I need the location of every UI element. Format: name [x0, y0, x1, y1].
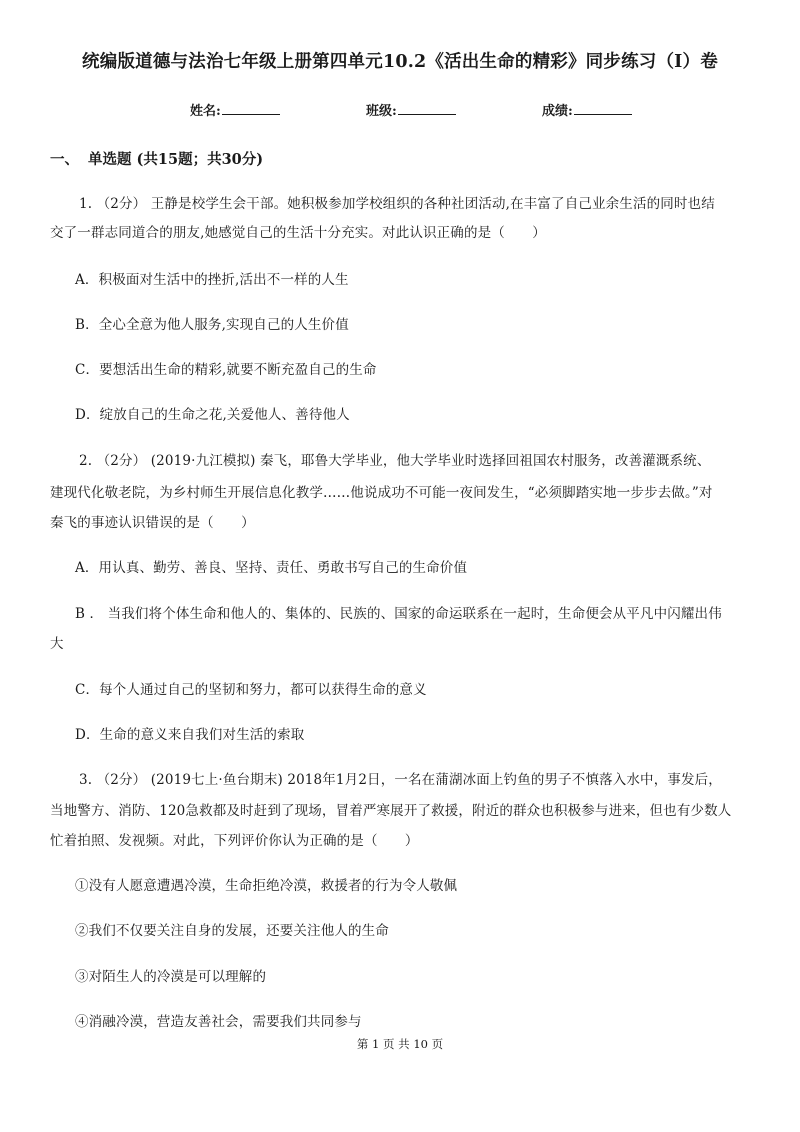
page-footer: 第 1 页 共 10 页	[356, 1037, 444, 1051]
class-field[interactable]	[366, 100, 456, 119]
question-3-statement-4: ④消融冷漠，营造友善社会，需要我们共同参与	[75, 1014, 362, 1030]
question-2-option-b-continued: 大	[50, 636, 64, 652]
question-1-option-a[interactable]: A．积极面对生活中的挫折,活出不一样的人生	[75, 272, 349, 288]
section-heading	[50, 148, 263, 169]
question-1-stem-line-1: 1. （2分） 王静是校学生会干部。她积极参加学校组织的各种社团活动,在丰富了自己业余生活的同时也结	[79, 196, 715, 212]
page-title: 统编版道德与法治七年级上册第四单元10.2《活出生命的精彩》同步练习（I）卷	[82, 52, 718, 72]
question-2-stem-line-3: 秦飞的事迹认识错误的是（ ）	[50, 515, 255, 531]
score-blank[interactable]	[574, 101, 632, 115]
score-field[interactable]	[542, 100, 632, 119]
name-label: 姓名:	[190, 104, 221, 119]
name-blank[interactable]	[222, 101, 280, 115]
question-3-statement-3: ③对陌生人的冷漠是可以理解的	[75, 969, 267, 985]
question-1-option-d[interactable]: D．绽放自己的生命之花,关爱他人、善待他人	[75, 407, 350, 423]
section-title: 单选题 (共15题；共30分)	[88, 151, 264, 168]
question-2-option-c[interactable]: C．每个人通过自己的坚韧和努力，都可以获得生命的意义	[75, 682, 427, 698]
class-blank[interactable]	[398, 101, 456, 115]
question-2-option-b[interactable]: B ． 当我们将个体生命和他人的、集体的、民族的、国家的命运联系在一起时，生命便会从平凡中闪耀出伟	[75, 606, 722, 622]
class-label: 班级:	[366, 104, 397, 119]
question-1-option-c[interactable]: C．要想活出生命的精彩,就要不断充盈自己的生命	[75, 362, 377, 378]
question-2-stem-line-2: 建现代化敬老院，为乡村师生开展信息化教学……他说成功不可能一夜间发生，“必须脚踏实地一步步去做。”对	[50, 485, 713, 501]
question-3-statement-2: ②我们不仅要关注自身的发展，还要关注他人的生命	[75, 923, 389, 939]
section-number: 一、	[50, 151, 79, 168]
score-label: 成绩:	[542, 104, 573, 119]
question-3-statement-1: ①没有人愿意遭遇冷漠，生命拒绝冷漠，救援者的行为令人敬佩	[75, 878, 458, 894]
question-3-stem-line-3: 忙着拍照、发视频。对此，下列评价你认为正确的是（ ）	[50, 833, 419, 849]
question-3-stem-line-1: 3. （2分） (2019七上·鱼台期末) 2018年1月2日，一名在蒲湖冰面上钓鱼的男子不慎落入水中，事发后，	[79, 772, 722, 788]
question-1-option-b[interactable]: B．全心全意为他人服务,实现自己的人生价值	[75, 317, 349, 333]
question-2-stem-line-1: 2. （2分） (2019·九江模拟) 秦飞，耶鲁大学毕业，他大学毕业时选择回祖国农村服务，改善灌溉系统、	[79, 453, 711, 469]
question-2-option-d[interactable]: D．生命的意义来自我们对生活的索取	[75, 727, 305, 743]
question-1-stem-line-2: 交了一群志同道合的朋友,她感觉自己的生活十分充实。对此认识正确的是（ ）	[50, 225, 546, 241]
question-2-option-a[interactable]: A．用认真、勤劳、善良、坚持、责任、勇敢书写自己的生命价值	[75, 560, 468, 576]
question-3-stem-line-2: 当地警方、消防、120急救都及时赶到了现场，冒着严寒展开了救援，附近的群众也积极参与进来，但也有少数人	[50, 803, 732, 819]
name-field[interactable]	[190, 100, 280, 119]
